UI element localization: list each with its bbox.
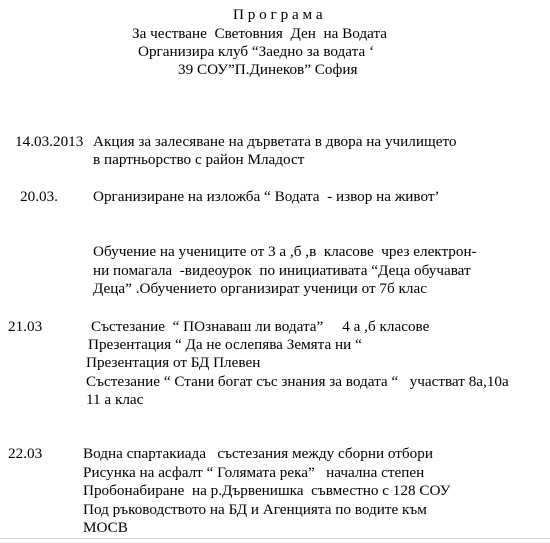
- organizer-line: Организира клуб “Заедно за водата ‘: [138, 43, 375, 60]
- entry-text: Състезание “ ПОзнаваш ли водата” 4 а ,б класове: [91, 318, 430, 335]
- entry-text: в партньорство с район Младост: [93, 151, 305, 168]
- entry-text: Презентация “ Да не ослепява Земята ни “: [88, 336, 362, 353]
- entry-date: 21.03: [8, 318, 43, 335]
- entry-text: ни помагала -видеоурок по инициативата “Деца обучават: [93, 262, 471, 279]
- page-title: П р о г р а м а: [233, 6, 323, 23]
- entry-text: Деца” .Обучението организират ученици от 7б клас: [93, 280, 427, 297]
- entry-text: Презентация от БД Плевен: [86, 354, 261, 371]
- entry-text: МОСВ: [83, 519, 128, 536]
- entry-text: Акция за залесяване на дърветата в двора на училището: [93, 133, 457, 150]
- entry-text: Пробонабиране на р.Дървенишка съвместно с 128 СОУ: [83, 482, 451, 499]
- entry-text: Рисунка на асфалт “ Голямата река” начална степен: [83, 464, 425, 481]
- page-bottom-border: [0, 538, 550, 539]
- subtitle-line: За честване Световния Ден на Водата: [132, 25, 388, 42]
- entry-text: Обучение на учениците от 3 а ,б ,в класове чрез електрон-: [93, 243, 477, 260]
- entry-text: 11 а клас: [86, 391, 144, 408]
- entry-date: 22.03: [8, 445, 43, 462]
- school-line: 39 СОУ”П.Динеков” София: [178, 61, 358, 78]
- entry-text: Водна спартакиада състезания между сборни отбори: [83, 445, 433, 462]
- entry-text: Под ръководството на БД и Агенцията по водите към: [83, 501, 427, 518]
- entry-text: Състезание “ Стани богат със знания за водата “ участват 8а,10а: [86, 373, 509, 390]
- entry-date: 20.03.: [20, 188, 58, 205]
- entry-text: Организиране на изложба “ Водата - извор на живот’: [93, 188, 440, 205]
- entry-date: 14.03.2013: [15, 133, 84, 150]
